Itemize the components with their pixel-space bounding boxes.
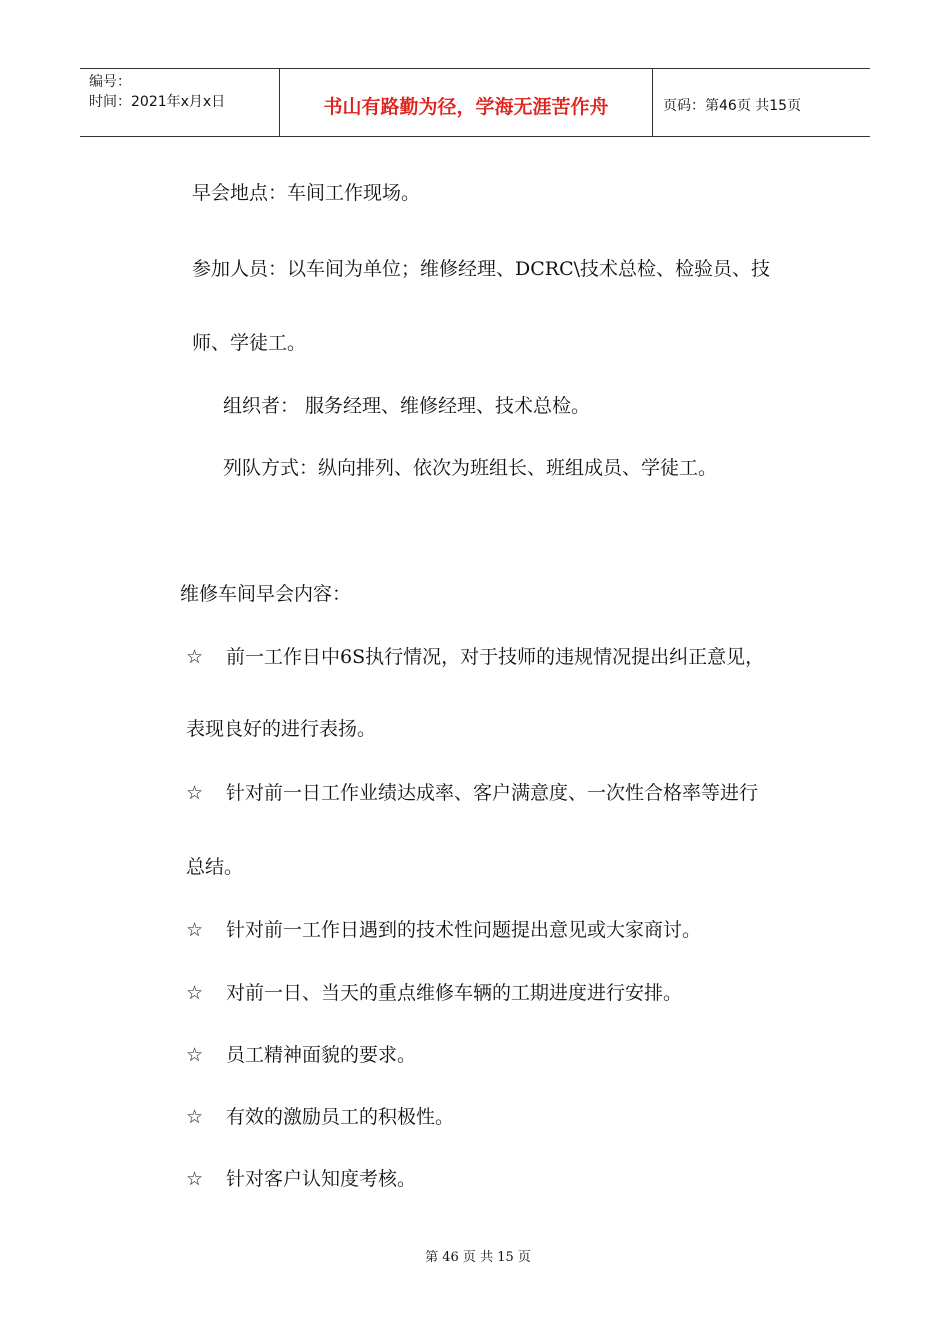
header-page-info: 页码：第46页 共15页 — [663, 97, 802, 114]
star-bullet-icon: ☆ — [186, 982, 204, 1004]
organizer: 组织者： 服务经理、维修经理、技术总检。 — [223, 395, 591, 417]
star-bullet-icon: ☆ — [186, 919, 204, 941]
list-item — [186, 981, 682, 1005]
header-meta — [80, 69, 280, 136]
star-bullet-icon: ☆ — [186, 1106, 204, 1128]
participants-line-2: 师、学徒工。 — [192, 332, 307, 354]
list-item — [186, 918, 701, 942]
participants-line-1: 参加人员：以车间为单位；维修经理、DCRC\技术总检、检验员、技 — [192, 258, 771, 280]
list-item — [186, 1167, 416, 1191]
star-bullet-icon: ☆ — [186, 1044, 204, 1066]
list-item — [186, 645, 764, 669]
serial-number-label: 编号： — [89, 74, 131, 90]
star-bullet-icon: ☆ — [186, 1168, 204, 1190]
star-bullet-icon: ☆ — [186, 782, 204, 804]
header-motto: 书山有路勤为径，学海无涯苦作舟 — [280, 69, 653, 136]
list-item-continuation: 总结。 — [186, 856, 244, 878]
formation: 列队方式：纵向排列、依次为班组长、班组成员、学徒工。 — [223, 457, 718, 479]
page-footer: 第 46 页 共 15 页 — [425, 1250, 531, 1265]
meeting-location: 早会地点：车间工作现场。 — [192, 182, 421, 204]
section-title: 维修车间早会内容： — [180, 583, 352, 605]
list-item-text: 针对客户认知度考核。 — [226, 1168, 417, 1190]
list-item-text: 员工精神面貌的要求。 — [226, 1044, 417, 1066]
list-item — [186, 1043, 416, 1067]
list-item — [186, 1105, 454, 1129]
list-item-continuation: 表现良好的进行表扬。 — [186, 718, 377, 740]
date-label: 时间：2021年x月x日 — [89, 94, 226, 110]
star-bullet-icon: ☆ — [186, 646, 204, 668]
list-item-text: 有效的激励员工的积极性。 — [226, 1106, 455, 1128]
list-item-text: 对前一日、当天的重点维修车辆的工期进度进行安排。 — [226, 982, 683, 1004]
list-item — [186, 781, 758, 805]
list-item-text: 前一工作日中6S执行情况，对于技师的违规情况提出纠正意见， — [226, 646, 765, 668]
list-item-text: 针对前一日工作业绩达成率、客户满意度、一次性合格率等进行 — [226, 782, 759, 804]
list-item-text: 针对前一工作日遇到的技术性问题提出意见或大家商讨。 — [226, 919, 702, 941]
document-header — [80, 68, 870, 137]
